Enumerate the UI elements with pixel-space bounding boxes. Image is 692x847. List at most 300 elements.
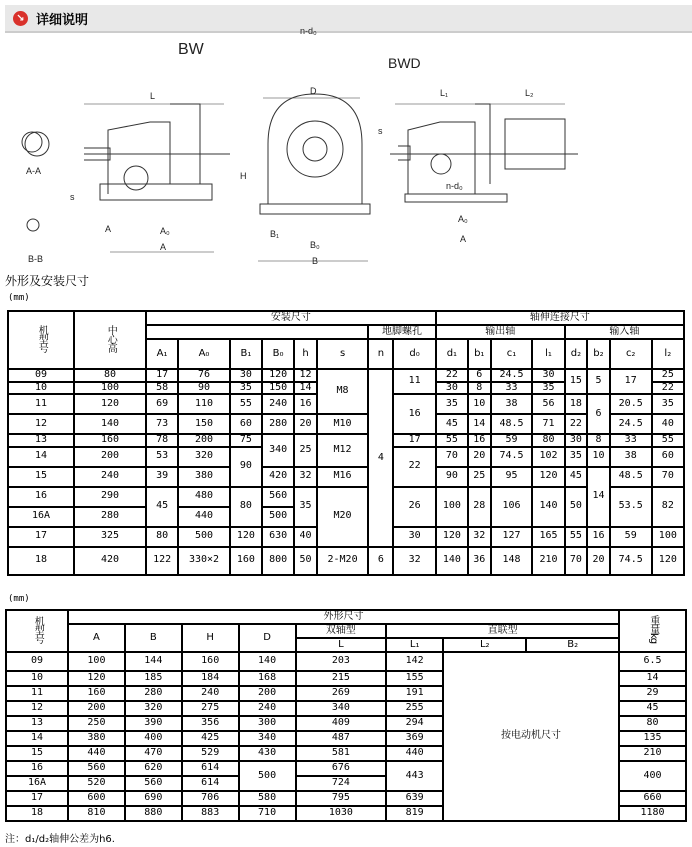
table-cell: 710 — [239, 806, 296, 821]
arrow-badge-icon: ↘ — [13, 11, 28, 26]
table-cell: 100 — [436, 487, 468, 527]
table-cell: 280 — [125, 686, 182, 701]
table-cell: M8 — [317, 369, 369, 414]
table-cell: 215 — [296, 671, 387, 686]
table-cell: 18 — [565, 394, 588, 414]
table-cell: 45 — [436, 414, 468, 434]
col-sub-header-text: c₁ — [506, 347, 517, 359]
table-row — [8, 414, 684, 434]
section-bb — [27, 219, 39, 231]
bwd-body — [390, 104, 578, 194]
col-D — [239, 624, 296, 652]
dimension-label: L₂ — [525, 88, 534, 98]
table-cell: 15 — [6, 746, 68, 761]
table-cell: 16 — [6, 761, 68, 776]
table-cell: 58 — [146, 382, 178, 395]
dimension-label: s — [70, 192, 75, 202]
col-sub-header-text: d₂ — [570, 347, 582, 359]
col-sub-header — [532, 339, 564, 369]
table-cell: 560 — [125, 776, 182, 791]
col-sub-header — [468, 339, 491, 369]
table-cell: 11 — [6, 686, 68, 701]
col-A-text: A — [93, 631, 100, 643]
col-direct — [386, 624, 619, 638]
col-outline — [68, 610, 619, 624]
table-row — [8, 434, 684, 447]
table-cell: 560 — [262, 487, 294, 507]
table-cell: 200 — [74, 447, 146, 467]
table-cell: 290 — [74, 487, 146, 507]
table-cell: 29 — [619, 686, 686, 701]
col-input-shaft — [565, 325, 684, 339]
table-cell: 240 — [74, 467, 146, 487]
table-cell: 18 — [8, 547, 74, 575]
table-cell: 16 — [587, 527, 610, 547]
table-cell: 420 — [262, 467, 294, 487]
section-caption: 外形及安装尺寸 — [5, 274, 90, 288]
table-cell: 340 — [239, 731, 296, 746]
col-sub-header — [262, 339, 294, 369]
table-cell: 120 — [436, 527, 468, 547]
table-cell: 380 — [178, 467, 230, 487]
table-cell: 380 — [68, 731, 125, 746]
table-cell: 90 — [178, 382, 230, 395]
table-row — [8, 487, 684, 507]
table-cell: 25 — [468, 467, 491, 487]
table-cell: 59 — [610, 527, 652, 547]
table-cell: 12 — [8, 414, 74, 434]
table-cell: 430 — [239, 746, 296, 761]
table-cell: 165 — [532, 527, 564, 547]
table-cell: 24.5 — [491, 369, 533, 382]
table-cell: 13 — [6, 716, 68, 731]
table-cell: 280 — [262, 414, 294, 434]
table-cell: 14 — [619, 671, 686, 686]
dimension-label: s — [378, 126, 383, 136]
table-cell: 614 — [182, 761, 239, 776]
dimension-label: A — [160, 242, 167, 252]
table-cell: 100 — [74, 382, 146, 395]
table-cell: 22 — [393, 447, 435, 487]
col-sub-header — [296, 638, 387, 652]
table-cell: 8 — [587, 434, 610, 447]
table-cell: 53 — [146, 447, 178, 467]
table-cell: 127 — [491, 527, 533, 547]
col-A — [68, 624, 125, 652]
table-cell: 20.5 — [610, 394, 652, 414]
reducer-drawing — [0, 26, 692, 270]
table-cell: 160 — [182, 652, 239, 671]
dimension-label: A₀ — [458, 214, 468, 224]
table-cell: 120 — [68, 671, 125, 686]
table-cell: 676 — [296, 761, 387, 776]
table-cell: 142 — [386, 652, 443, 671]
col-sub-header-text: B₂ — [567, 638, 579, 650]
table-cell: 255 — [386, 701, 443, 716]
table-cell: 420 — [74, 547, 146, 575]
table-cell: 78 — [146, 434, 178, 447]
table-cell: 8 — [468, 382, 491, 395]
table-cell: 210 — [532, 547, 564, 575]
table-cell: 706 — [182, 791, 239, 806]
col-sub-header-text: b₁ — [474, 347, 485, 359]
table-cell: 191 — [386, 686, 443, 701]
col-center-height-text: 中心高 — [105, 324, 117, 352]
table-cell: 620 — [125, 761, 182, 776]
table-cell: 140 — [532, 487, 564, 527]
table-cell: 50 — [294, 547, 317, 575]
table-cell: 581 — [296, 746, 387, 761]
table-cell: 71 — [532, 414, 564, 434]
unit-label: (mm) — [8, 293, 30, 303]
table-cell: 160 — [74, 434, 146, 447]
table-cell: 409 — [296, 716, 387, 731]
table-cell: 2-M20 — [317, 547, 369, 575]
table-cell: 90 — [230, 447, 262, 487]
table-cell: 148 — [491, 547, 533, 575]
table-cell: 160 — [68, 686, 125, 701]
table-cell: 14 — [587, 467, 610, 527]
table-cell: 614 — [182, 776, 239, 791]
col-output-shaft-text: 输出轴 — [485, 325, 516, 337]
col-weight-text: 重量kg — [647, 615, 659, 644]
col-model — [8, 311, 74, 369]
dimension-label: B — [312, 256, 319, 266]
table-cell: 32 — [468, 527, 491, 547]
table-cell: 10 — [468, 394, 491, 414]
table-cell: 40 — [652, 414, 684, 434]
table-cell: 340 — [262, 434, 294, 467]
table-cell: 20 — [468, 447, 491, 467]
bw-title: BW — [178, 41, 204, 58]
table-cell: 120 — [652, 547, 684, 575]
col-sub-header-text: d₀ — [409, 347, 420, 359]
install-dimensions-table — [7, 310, 685, 576]
table-cell: 30 — [393, 527, 435, 547]
dimension-label: n-d₀ — [446, 181, 463, 191]
col-H-text: H — [206, 631, 214, 643]
table-cell: 按电动机尺寸 — [443, 652, 619, 821]
table-cell: 39 — [146, 467, 178, 487]
table-cell: 800 — [262, 547, 294, 575]
table-cell: 48.5 — [610, 467, 652, 487]
col-sub-header-text: B₁ — [240, 347, 252, 359]
table-cell: 22 — [436, 369, 468, 382]
col-sub-header-text: L₁ — [409, 638, 420, 650]
table-cell: 35 — [230, 382, 262, 395]
table-cell: 30 — [230, 369, 262, 382]
table-cell: 470 — [125, 746, 182, 761]
table-cell: 120 — [74, 394, 146, 414]
table-cell: 529 — [182, 746, 239, 761]
table-cell: 102 — [532, 447, 564, 467]
section-header — [5, 5, 692, 33]
col-double-shaft-text: 双轴型 — [325, 624, 356, 636]
table-cell: 294 — [386, 716, 443, 731]
table-cell: 56 — [532, 394, 564, 414]
table-cell: 184 — [182, 671, 239, 686]
col-sub-header — [393, 339, 435, 369]
table-cell: 106 — [491, 487, 533, 527]
table-cell: 45 — [619, 701, 686, 716]
table-cell: 140 — [74, 414, 146, 434]
col-sub-header — [491, 339, 533, 369]
table-row — [8, 369, 684, 382]
table-cell: 90 — [436, 467, 468, 487]
col-sub-header-text: l₂ — [664, 347, 672, 359]
section-title: 详细说明 — [36, 12, 89, 28]
table-cell: 340 — [296, 701, 387, 716]
table-cell: 33 — [610, 434, 652, 447]
table-cell: 580 — [239, 791, 296, 806]
col-sub-header — [652, 339, 684, 369]
table-cell: 240 — [239, 701, 296, 716]
table-row — [8, 547, 684, 575]
table-cell: 20 — [294, 414, 317, 434]
dimension-label: A — [105, 224, 112, 234]
table-cell: 480 — [178, 487, 230, 507]
table-cell: 74.5 — [610, 547, 652, 575]
col-sub-header — [587, 339, 610, 369]
table-cell: 100 — [68, 652, 125, 671]
table-cell: 150 — [178, 414, 230, 434]
col-H — [182, 624, 239, 652]
dimension-label: B₁ — [270, 229, 280, 239]
col-sub-header-text: A₁ — [156, 347, 168, 359]
table-cell: 35 — [565, 447, 588, 467]
table-cell: 200 — [239, 686, 296, 701]
table-cell: 74.5 — [491, 447, 533, 467]
table-cell: 20 — [587, 547, 610, 575]
table-cell: 36 — [468, 547, 491, 575]
table-cell: 25 — [652, 369, 684, 382]
footnote: 注：d₁/d₂轴伸公差为h6. — [5, 834, 115, 845]
front-ring — [287, 121, 343, 177]
table-cell: 880 — [125, 806, 182, 821]
col-sub-header-text: s — [339, 347, 346, 359]
table-cell: 440 — [386, 746, 443, 761]
table-cell: 14 — [8, 447, 74, 467]
table-cell: 810 — [68, 806, 125, 821]
col-model-text: 机型号 — [36, 324, 48, 352]
table-cell: 45 — [146, 487, 178, 527]
table-cell: 12 — [294, 369, 317, 382]
table-cell: 400 — [125, 731, 182, 746]
table-cell: 15 — [8, 467, 74, 487]
col-sub-header — [368, 339, 393, 369]
table-cell: 55 — [565, 527, 588, 547]
col-sub-header — [610, 339, 652, 369]
col-shaft-text: 轴伸连接尺寸 — [529, 311, 590, 323]
col-center-height — [74, 311, 146, 369]
table-cell: 17 — [8, 527, 74, 547]
col-input-shaft-text: 输入轴 — [609, 325, 640, 337]
table-cell: 500 — [178, 527, 230, 547]
dimension-label: A — [460, 234, 467, 244]
table-cell: 17 — [146, 369, 178, 382]
table-cell: 55 — [230, 394, 262, 414]
table-cell: 33 — [491, 382, 533, 395]
table-cell: 16 — [8, 487, 74, 507]
table-cell: 500 — [262, 507, 294, 527]
table-cell: 16A — [6, 776, 68, 791]
dimension-label: L — [150, 91, 156, 101]
table-cell: 22 — [565, 414, 588, 434]
table-cell: 59 — [491, 434, 533, 447]
table-cell: 639 — [386, 791, 443, 806]
table-cell: 32 — [393, 547, 435, 575]
col-sub-header — [317, 339, 369, 369]
table-cell: 120 — [262, 369, 294, 382]
table-cell: 6.5 — [619, 652, 686, 671]
table-cell: 60 — [230, 414, 262, 434]
blank-header — [146, 325, 368, 339]
col-sub-header-text: L — [338, 638, 344, 650]
col-sub-header — [146, 339, 178, 369]
table-cell: 400 — [619, 761, 686, 791]
table-cell: 425 — [182, 731, 239, 746]
table-cell: 6 — [368, 547, 393, 575]
table-cell: 13 — [8, 434, 74, 447]
dimension-label: H — [240, 171, 247, 181]
table-cell: 819 — [386, 806, 443, 821]
table-cell: 600 — [68, 791, 125, 806]
col-sub-header-text: A₀ — [198, 347, 210, 359]
col-B — [125, 624, 182, 652]
table-cell: 12 — [6, 701, 68, 716]
table-cell: 185 — [125, 671, 182, 686]
table-cell: 15 — [565, 369, 588, 394]
table-cell: 26 — [393, 487, 435, 527]
table-cell: 795 — [296, 791, 387, 806]
outline-dimensions-table — [5, 609, 687, 822]
dimension-label: B-B — [28, 254, 44, 264]
table-cell: 122 — [146, 547, 178, 575]
table-cell: 140 — [436, 547, 468, 575]
table-cell: 60 — [652, 447, 684, 467]
col-model-text: 机型号 — [32, 615, 44, 643]
bwd-title: BWD — [388, 55, 421, 71]
col-shaft — [436, 311, 684, 325]
table-cell: 73 — [146, 414, 178, 434]
col-weight — [619, 610, 686, 652]
table-cell: 155 — [386, 671, 443, 686]
col-install-text: 安装尺寸 — [270, 311, 311, 323]
table-cell: 14 — [468, 414, 491, 434]
table-cell: 210 — [619, 746, 686, 761]
table-cell: 25 — [294, 434, 317, 467]
table-cell: 100 — [652, 527, 684, 547]
table-row — [6, 652, 686, 671]
table-cell: 28 — [468, 487, 491, 527]
col-outline-text: 外形尺寸 — [323, 610, 364, 622]
table-cell: 30 — [565, 434, 588, 447]
table-cell: 16A — [8, 507, 74, 527]
table-cell: 724 — [296, 776, 387, 791]
table-row — [8, 467, 684, 487]
dimension-label: D — [310, 86, 317, 96]
table-cell: 80 — [230, 487, 262, 527]
table-cell: 369 — [386, 731, 443, 746]
table-cell: 660 — [619, 791, 686, 806]
table-cell: 203 — [296, 652, 387, 671]
table-cell: 80 — [74, 369, 146, 382]
front-shaft — [303, 137, 327, 161]
table-cell: 883 — [182, 806, 239, 821]
table-cell: 35 — [532, 382, 564, 395]
col-sub-header-text: l₁ — [545, 347, 552, 359]
table-cell: 250 — [68, 716, 125, 731]
table-cell: 10 — [8, 382, 74, 395]
table-cell: 487 — [296, 731, 387, 746]
table-cell: 160 — [230, 547, 262, 575]
table-cell: 14 — [6, 731, 68, 746]
table-cell: 150 — [262, 382, 294, 395]
table-cell: 140 — [239, 652, 296, 671]
table-cell: 440 — [178, 507, 230, 527]
table-cell: 168 — [239, 671, 296, 686]
col-output-shaft — [436, 325, 565, 339]
col-sub-header-text: n — [377, 347, 385, 359]
table-cell: 40 — [294, 527, 317, 547]
table-cell: 70 — [565, 547, 588, 575]
col-install — [146, 311, 436, 325]
table-cell: 14 — [294, 382, 317, 395]
table-cell: 320 — [178, 447, 230, 467]
table-cell: 325 — [74, 527, 146, 547]
table-cell: 30 — [436, 382, 468, 395]
col-sub-header-text: c₂ — [625, 347, 636, 359]
table-cell: 35 — [294, 487, 317, 527]
table-cell: 330×2 — [178, 547, 230, 575]
unit-label-2: (mm) — [8, 594, 30, 604]
table-cell: 11 — [393, 369, 435, 394]
table-cell: 22 — [652, 382, 684, 395]
dimension-label: A-A — [26, 166, 42, 176]
dimension-label: L₁ — [440, 88, 449, 98]
col-sub-header — [565, 339, 588, 369]
col-sub-header — [230, 339, 262, 369]
table-cell: 135 — [619, 731, 686, 746]
table-cell: 280 — [74, 507, 146, 527]
bw-front — [260, 94, 370, 214]
table-cell: 320 — [125, 701, 182, 716]
table-cell: 240 — [262, 394, 294, 414]
table-cell: 48.5 — [491, 414, 533, 434]
table-cell: 11 — [8, 394, 74, 414]
table-cell: 17 — [6, 791, 68, 806]
table-cell: M12 — [317, 434, 369, 467]
table-cell: 560 — [68, 761, 125, 776]
table-cell: 16 — [294, 394, 317, 414]
table-cell: 630 — [262, 527, 294, 547]
col-D-text: D — [263, 631, 271, 643]
col-sub-header-text: b₂ — [593, 347, 604, 359]
table-cell: 16 — [393, 394, 435, 434]
col-model — [6, 610, 68, 652]
table-cell: 6 — [587, 394, 610, 434]
table-cell: 80 — [619, 716, 686, 731]
table-cell: 95 — [491, 467, 533, 487]
table-cell: 55 — [436, 434, 468, 447]
table-cell: 18 — [6, 806, 68, 821]
table-cell: M16 — [317, 467, 369, 487]
table-cell: 82 — [652, 487, 684, 527]
dimension-label: A₀ — [160, 226, 170, 236]
bwd-base — [405, 194, 507, 202]
table-cell: 80 — [532, 434, 564, 447]
table-cell: 75 — [230, 434, 262, 447]
